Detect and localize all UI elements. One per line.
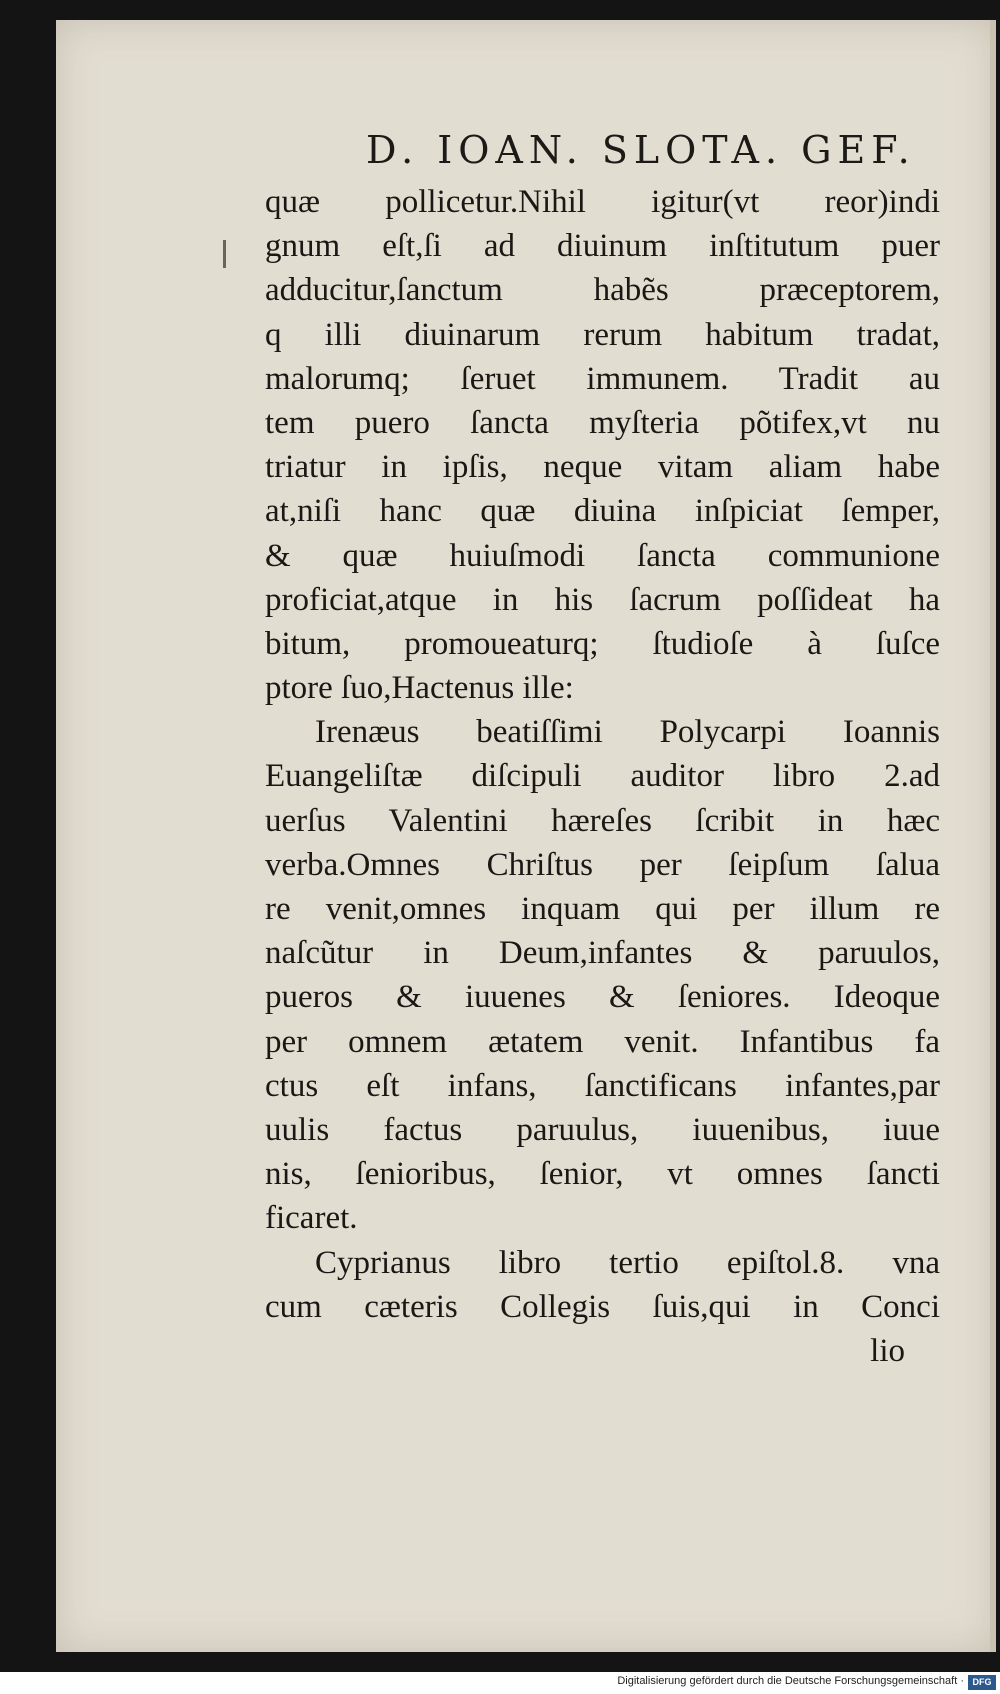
text-line: uulis factus paruulus, iuuenibus, iuue — [265, 1111, 940, 1148]
text-line: Cyprianus libro tertio epiſtol.8. vna — [315, 1244, 940, 1281]
text-line: proficiat,atque in his ſacrum poſſideat ha — [265, 581, 940, 618]
text-line: naſcũtur in Deum,infantes & paruulos, — [265, 935, 940, 972]
text-line: verba.Omnes Chriſtus per ſeipſum ſalua — [265, 846, 940, 883]
dfg-logo: DFG — [968, 1675, 996, 1690]
text-line: per omnem ætatem venit. Infantibus fa — [265, 1023, 940, 1060]
text-line: quæ pollicetur.Nihil igitur(vt reor)indi — [265, 184, 940, 220]
text-line: gnum eſt,ſi ad diuinum inſtitutum puer — [265, 228, 940, 265]
running-head: D. IOAN. SLOTA. GEF. — [366, 128, 916, 172]
text-line: adducitur,ſanctum habẽs præceptorem, — [265, 272, 940, 309]
catchword: lio — [870, 1332, 905, 1369]
text-line: ctus eſt infans, ſanctificans infantes,par — [265, 1067, 940, 1104]
text-line: nis, ſenioribus, ſenior, vt omnes ſancti — [265, 1156, 940, 1193]
text-line: ficaret. — [265, 1200, 358, 1237]
footer-credit: Digitalisierung gefördert durch die Deutsche Forschungsgemeinschaft · — [617, 1675, 964, 1687]
text-line: pueros & iuuenes & ſeniores. Ideoque — [265, 979, 940, 1016]
text-line: & quæ huiuſmodi ſancta communione — [265, 537, 940, 574]
margin-mark — [223, 240, 226, 268]
text-line: Euangeliſtæ diſcipuli auditor libro 2.ad — [265, 758, 940, 795]
text-line: Irenæus beatiſſimi Polycarpi Ioannis — [315, 714, 940, 751]
text-block — [265, 180, 940, 1373]
book-page — [56, 20, 996, 1652]
text-line: tem puero ſancta myſteria põtifex,vt nu — [265, 404, 940, 441]
text-line: ptore ſuo,Hactenus ille: — [265, 670, 574, 707]
text-line: q illi diuinarum rerum habitum tradat, — [265, 316, 940, 353]
text-line: malorumq; ſeruet immunem. Tradit au — [265, 360, 940, 397]
text-line: at,niſi hanc quæ diuina inſpiciat ſemper, — [265, 493, 940, 530]
text-line: triatur in ipſis, neque vitam aliam habe — [265, 449, 940, 486]
text-line: uerſus Valentini hæreſes ſcribit in hæc — [265, 802, 940, 839]
text-line: cum cæteris Collegis ſuis,qui in Conci — [265, 1288, 940, 1325]
footer-bar — [0, 1672, 1000, 1694]
page-edge — [990, 20, 996, 1652]
text-line: bitum, promoueaturq; ſtudioſe à ſuſce — [265, 625, 940, 662]
text-line: re venit,omnes inquam qui per illum re — [265, 891, 940, 927]
